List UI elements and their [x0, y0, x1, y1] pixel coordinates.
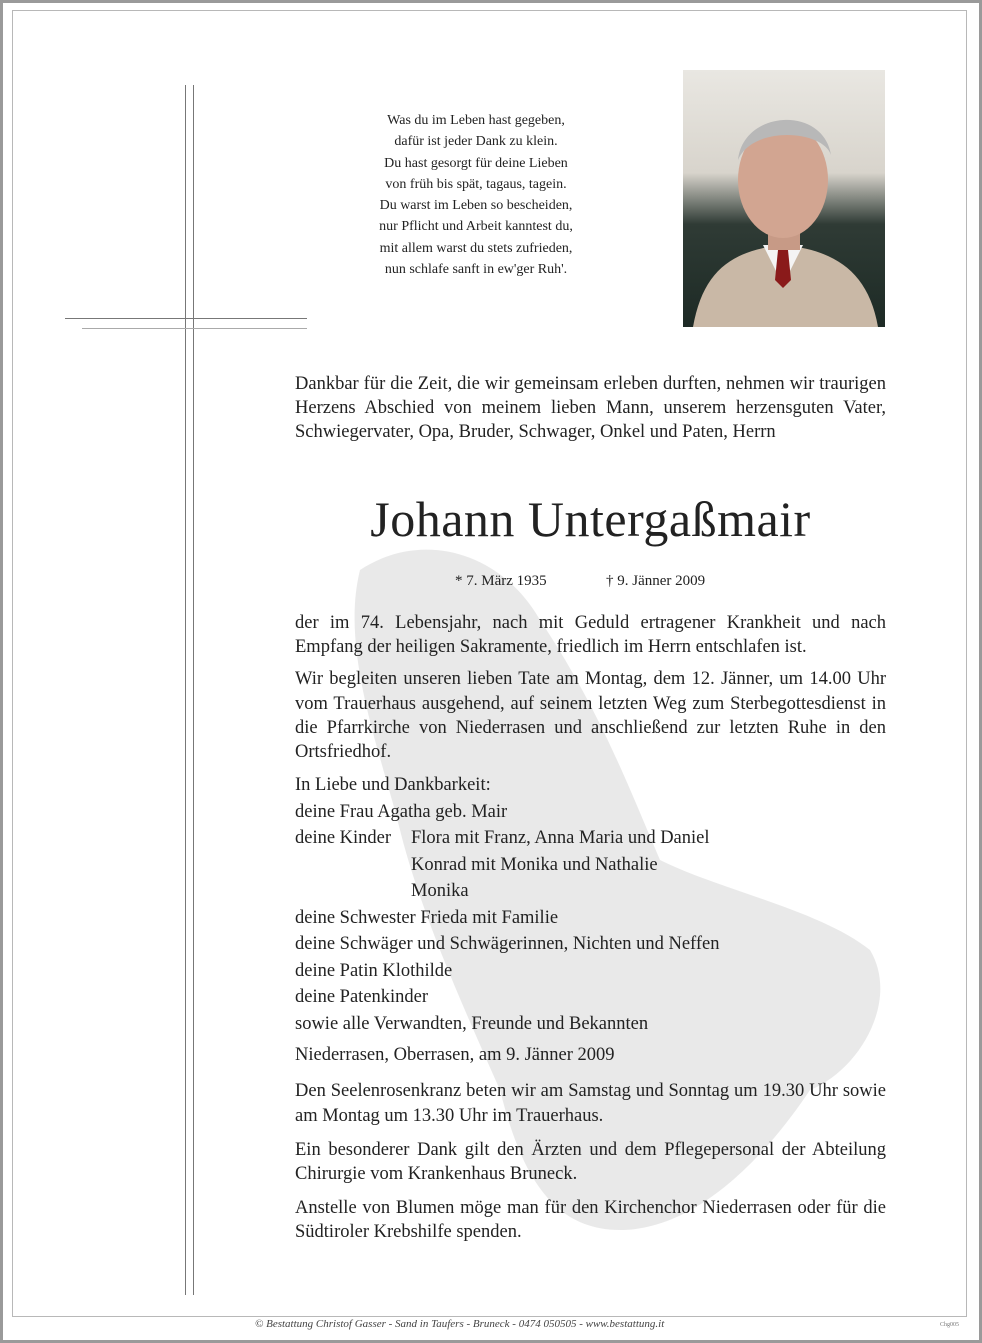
- funeral-paragraph: Wir begleiten unseren lieben Tate am Montag, dem 12. Jänner, um 14.00 Uhr vom Trauerhaus ausgehend, auf seinem letzten Weg zum Sterbegottesdienst in die Pfarrkirche von Niederrasen und anschließend zur letzten Ruhe in den Ortsfriedhof.: [295, 669, 886, 763]
- poem-line: dafür ist jeder Dank zu klein.: [394, 134, 558, 150]
- children-group: [295, 825, 886, 905]
- poem-line: nun schlafe sanft in ew'ger Ruh'.: [384, 262, 568, 278]
- passing-paragraph: der im 74. Lebensjahr, nach mit Geduld ertragener Krankheit und nach Empfang der heiligen Sakramente, friedlich im Herrn entschlafen ist.: [295, 613, 886, 658]
- obituary-body: [295, 611, 886, 1245]
- document-code: Chg005: [940, 1322, 960, 1328]
- children-label: deine Kinder: [295, 828, 392, 849]
- poem-line: Du warst im Leben so bescheiden,: [379, 198, 573, 214]
- portrait-photo: [683, 70, 885, 327]
- poem-line: mit allem warst du stets zufrieden,: [379, 240, 573, 256]
- poem-line: nur Pflicht und Arbeit kanntest du,: [379, 219, 573, 235]
- mourner: deine Schwäger und Schwägerinnen, Nichten und Neffen: [295, 934, 720, 955]
- poem-line: Was du im Leben hast gegeben,: [387, 113, 565, 128]
- obituary-text: [295, 372, 886, 445]
- poem-line: von früh bis spät, tagaus, tagein.: [385, 176, 567, 192]
- thanks-paragraph: Ein besonderer Dank gilt den Ärzten und dem Pflegepersonal der Abteilung Chirurgie vom Krankenhaus Bruneck.: [295, 1139, 886, 1185]
- child: Konrad mit Monika und Nathalie: [411, 854, 658, 875]
- birth-date: * 7. März 1935: [455, 573, 547, 589]
- intro-paragraph: Dankbar für die Zeit, die wir gemeinsam erleben durften, nehmen wir traurigen Herzens Abschied von meinem lieben Mann, unserem herzensguten Vater, Schwiegervater, Opa, Bruder, Schwager, Onkel und Paten, Herrn: [295, 374, 886, 443]
- poem-line: Du hast gesorgt für deine Lieben: [384, 155, 568, 171]
- deceased-name: Johann Untergaßmair: [370, 491, 811, 547]
- mourner: deine Schwester Frieda mit Familie: [295, 907, 559, 928]
- mourners-heading: In Liebe und Dankbarkeit:: [295, 775, 491, 796]
- child: Monika: [411, 881, 469, 902]
- memorial-poem: [330, 110, 622, 280]
- mourners-list: [295, 772, 886, 1037]
- death-date: † 9. Jänner 2009: [606, 573, 706, 589]
- mourner: sowie alle Verwandten, Freunde und Bekannten: [295, 1013, 649, 1034]
- rosary-paragraph: Den Seelenrosenkranz beten wir am Samstag und Sonntag um 19.30 Uhr sowie am Montag um 13.30 Uhr im Trauerhaus.: [295, 1081, 886, 1126]
- footer-credit: © Bestattung Christof Gasser - Sand in Taufers - Bruneck - 0474 050505 - www.bestattung.it: [255, 1318, 665, 1330]
- donation-paragraph: Anstelle von Blumen möge man für den Kirchenchor Niederrasen oder für die Südtiroler Krebshilfe spenden.: [295, 1198, 886, 1243]
- child: Flora mit Franz, Anna Maria und Daniel: [411, 828, 710, 849]
- mourner: deine Patin Klothilde: [295, 960, 453, 981]
- mourner: deine Patenkinder: [295, 987, 429, 1008]
- mourner: deine Frau Agatha geb. Mair: [295, 801, 508, 822]
- place-date: Niederrasen, Oberrasen, am 9. Jänner 2009: [295, 1045, 615, 1066]
